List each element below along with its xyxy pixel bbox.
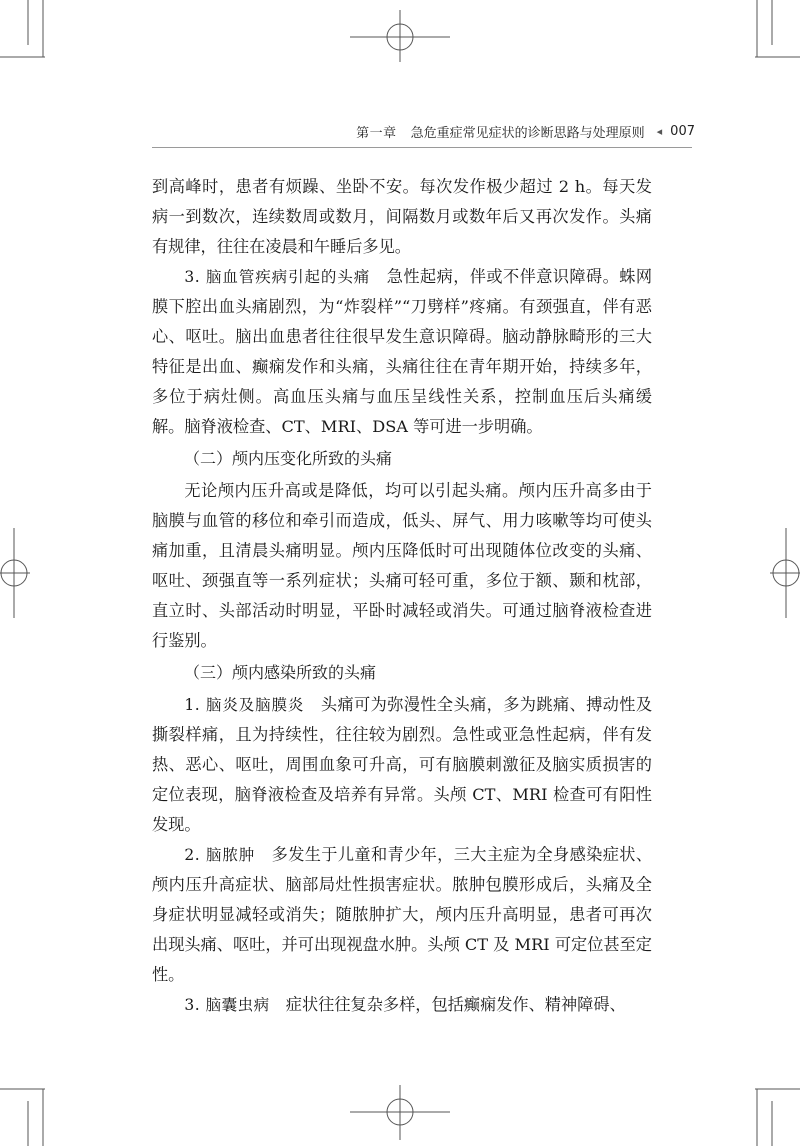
section-heading-intracranial-infection: （三）颅内感染所致的头痛 (184, 663, 377, 682)
item-text-neurocysticercosis: 症状往往复杂多样，包括癫痫发作、精神障碍、 (285, 995, 626, 1014)
paragraph-continuation: 到高峰时，患者有烦躁、坐卧不安。每次发作极少超过 2 h。每天发病一到数次，连续数周或数月，间隔数月或数年后又再次发作。头痛有规律，往往在凌晨和午睡后多见。 (152, 177, 652, 256)
chapter-title: 急危重症常见症状的诊断思路与处理原则 (410, 125, 645, 141)
item-title-brain-abscess: 2. 脑脓肿 (184, 846, 256, 864)
arrow-left-icon: ◂ (656, 124, 663, 138)
running-header (356, 121, 695, 141)
paragraph-neurocysticercosis (152, 990, 652, 1020)
chapter-label: 第一章 (356, 125, 397, 141)
item-title-cerebrovascular: 3. 脑血管疾病引起的头痛 (184, 268, 371, 286)
paragraph-cerebrovascular (152, 262, 652, 442)
paragraph-intracranial-pressure: 无论颅内压升高或是降低，均可以引起头痛。颅内压升高多由于脑膜与血管的移位和牵引而造成，低头、屏气、用力咳嗽等均可使头痛加重，且清晨头痛明显。颅内压降低时可出现随体位改变的头痛、呕吐、颈强直等一系列症状；头痛可轻可重，多位于额、颞和枕部，直立时、头部活动时明显，平卧时减轻或消失。可通过脑脊液检查进行鉴别。 (152, 481, 652, 650)
item-title-encephalitis: 1. 脑炎及脑膜炎 (184, 696, 305, 714)
header-rule (152, 147, 692, 148)
item-text-encephalitis: 头痛可为弥漫性全头痛，多为跳痛、搏动性及撕裂样痛，且为持续性，往往较为剧烈。急性或亚急性起病，伴有发热、恶心、呕吐，周围血象可升高，可有脑膜刺激征及脑实质损害的定位表现，脑脊液检查及培养有异常。头颅 CT、MRI 检查可有阳性发现。 (152, 695, 653, 834)
item-text-brain-abscess: 多发生于儿童和青少年，三大主症为全身感染症状、颅内压升高症状、脑部局灶性损害症状。脓肿包膜形成后，头痛及全身症状明显减轻或消失；随脓肿扩大，颅内压升高明显，患者可再次出现头痛、呕吐，并可出现视盘水肿。头颅 CT 及 MRI 可定位甚至定性。 (152, 845, 653, 984)
paragraph-brain-abscess (152, 840, 652, 990)
item-title-neurocysticercosis: 3. 脑囊虫病 (184, 996, 270, 1014)
section-heading-intracranial-pressure: （二）颅内压变化所致的头痛 (184, 449, 393, 468)
page-body (152, 172, 652, 1020)
item-text-cerebrovascular: 急性起病，伴或不伴意识障碍。蛛网膜下腔出血头痛剧烈，为“炸裂样”“刀劈样”疼痛。有颈强直，伴有恶心、呕吐。脑出血患者往往很早发生意识障碍。脑动静脉畸形的三大特征是出血、癫痫发作和头痛，头痛往往在青年期开始，持续多年，多位于病灶侧。高血压头痛与血压呈线性关系，控制血压后头痛缓解。脑脊液检查、CT、MRI、DSA 等可进一步明确。 (152, 267, 653, 436)
page-number: 007 (670, 123, 695, 139)
paragraph-encephalitis (152, 690, 652, 840)
